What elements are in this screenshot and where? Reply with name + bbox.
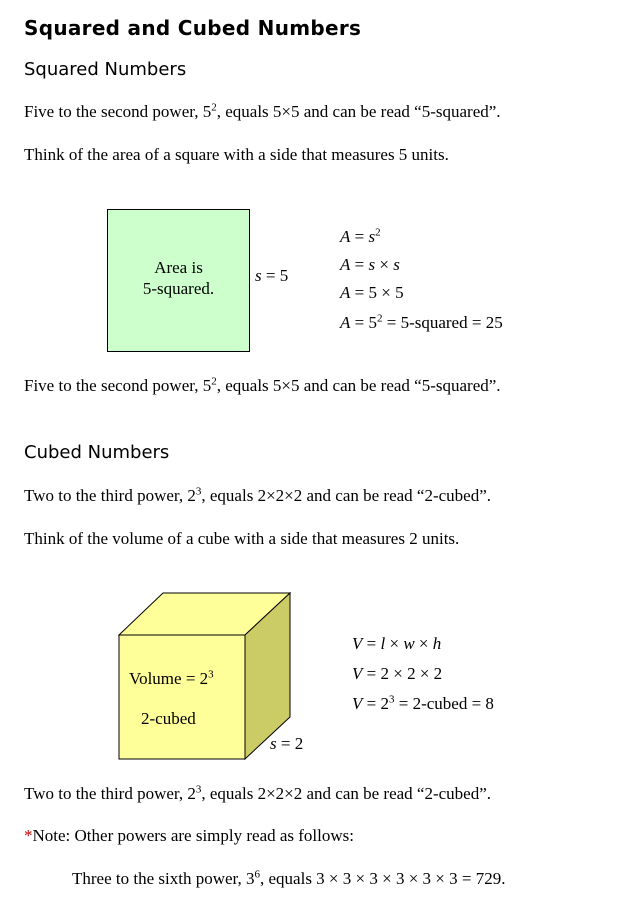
squared-repeat-pre: Five to the second power, 5 <box>24 376 212 395</box>
cubed-formula-3-mid: = 2 <box>362 694 389 713</box>
squared-intro-post: , equals 5×5 and can be read “5-squared”. <box>216 102 501 121</box>
cube-label-pre: Volume = 2 <box>129 669 209 688</box>
cubed-formula-3-post: = 2-cubed = 8 <box>394 694 494 713</box>
cubed-formula-lhs: V <box>352 634 363 653</box>
cube-label-exp: 3 <box>208 668 214 681</box>
cubed-formula-2: V = 2 × 2 × 2 <box>352 664 443 683</box>
formula-lhs: A <box>340 227 351 246</box>
formula-4-exp: 2 <box>376 312 383 325</box>
page-title: Squared and Cubed Numbers <box>24 16 362 40</box>
note-asterisk: * <box>24 826 33 845</box>
note <box>24 826 354 846</box>
formula-4-post: = 5-squared = 25 <box>382 313 503 332</box>
squared-repeat-exp: 2 <box>211 375 217 388</box>
formula-exp: 2 <box>375 226 381 239</box>
square-label-line2: 5-squared. <box>142 279 215 298</box>
square-side-label: s = 5 <box>255 266 289 285</box>
cubed-repeat-exp: 3 <box>195 783 202 796</box>
cubed-intro-exp: 3 <box>195 485 202 498</box>
cubed-repeat <box>24 784 491 804</box>
cubed-repeat-pre: Two to the third power, 2 <box>24 784 196 803</box>
cube-label-line1 <box>129 669 214 689</box>
squared-think: Think of the area of a square with a side that measures 5 units. <box>24 145 449 164</box>
note-text: Note: Other powers are simply read as follows: <box>32 826 354 845</box>
squared-heading: Squared Numbers <box>24 59 187 80</box>
squared-formula-3: A = 5 × 5 <box>340 283 404 302</box>
squared-repeat-post: , equals 5×5 and can be read “5-squared”. <box>216 376 501 395</box>
formula-4-mid: = 5 <box>350 313 377 332</box>
square-label-line1: Area is <box>154 258 203 277</box>
cubed-formula-3-exp: 3 <box>388 693 395 706</box>
note-example-pre: Three to the sixth power, 3 <box>72 869 255 888</box>
cubed-intro-pre: Two to the third power, 2 <box>24 486 196 505</box>
squared-formula-4: $A = 5^2$ = 5-squared = 25 <box>340 312 503 332</box>
squared-formula-2: A = s × s <box>340 255 400 274</box>
cubed-think: Think of the volume of a cube with a side that measures 2 units. <box>24 529 460 548</box>
cubed-formula-2-rhs: = 2 × 2 × 2 <box>362 664 443 683</box>
squared-intro-pre: Five to the second power, 5 <box>24 102 212 121</box>
squared-formula-1: $A = s^2$ <box>340 226 381 246</box>
cubed-formula-1: V = l × w × h <box>352 634 442 653</box>
cubed-formula-3: $V = 2^3$ = 2-cubed = 8 <box>352 693 494 713</box>
cube-side-label: s = 2 <box>270 734 304 753</box>
formula-3-rhs: = 5 × 5 <box>350 283 404 302</box>
squared-intro-exp: 2 <box>211 101 217 114</box>
cube-front-face <box>119 635 245 759</box>
cube-label-line2: 2-cubed <box>141 709 196 728</box>
cubed-repeat-post: , equals 2×2×2 and can be read “2-cubed”. <box>201 784 492 803</box>
cubed-intro-post: , equals 2×2×2 and can be read “2-cubed”. <box>201 486 492 505</box>
note-example-post: , equals 3 × 3 × 3 × 3 × 3 × 3 = 729. <box>260 869 506 888</box>
note-example <box>72 869 505 889</box>
note-example-exp: 6 <box>254 868 260 881</box>
cubed-heading: Cubed Numbers <box>24 442 170 463</box>
